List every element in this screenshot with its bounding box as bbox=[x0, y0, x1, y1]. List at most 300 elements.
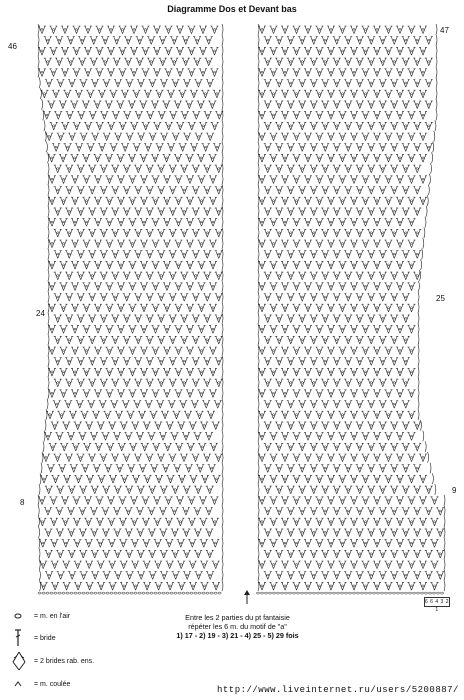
stitch-mark bbox=[298, 315, 306, 323]
stitch-mark bbox=[333, 208, 341, 216]
panel-edge bbox=[222, 45, 223, 56]
stitch-mark bbox=[45, 80, 53, 88]
chain-mark bbox=[272, 285, 274, 287]
stitch-mark bbox=[419, 154, 427, 162]
chain-mark bbox=[410, 521, 412, 523]
chain-mark bbox=[97, 285, 99, 287]
chain-mark bbox=[382, 125, 384, 127]
chain-mark bbox=[376, 93, 378, 95]
chain-mark bbox=[166, 285, 168, 287]
stitch-mark bbox=[270, 240, 278, 248]
stitch-mark bbox=[419, 454, 427, 462]
chain-mark bbox=[359, 253, 361, 255]
chain-mark bbox=[106, 414, 108, 416]
chain-mark bbox=[198, 136, 200, 138]
stitch-mark bbox=[339, 219, 347, 227]
stitch-mark bbox=[182, 58, 190, 66]
stitch-mark bbox=[77, 379, 85, 387]
panel-edge bbox=[222, 324, 223, 335]
stitch-mark bbox=[408, 540, 416, 548]
stitch-mark bbox=[201, 582, 209, 590]
panel-edge bbox=[258, 399, 259, 410]
chain-mark bbox=[341, 50, 343, 52]
stitch-mark bbox=[327, 133, 335, 141]
stitch-mark bbox=[379, 315, 387, 323]
stitch-mark bbox=[270, 368, 278, 376]
stitch-mark bbox=[310, 443, 318, 451]
chain-mark bbox=[97, 221, 99, 223]
stitch-mark bbox=[144, 475, 152, 483]
stitch-mark bbox=[281, 497, 289, 505]
chain-mark bbox=[154, 371, 156, 373]
stitch-mark bbox=[379, 58, 387, 66]
stitch-mark bbox=[180, 272, 188, 280]
chain-mark bbox=[212, 243, 214, 245]
stitch-mark bbox=[88, 251, 96, 259]
panel-edge bbox=[222, 452, 223, 463]
panel-edge bbox=[47, 399, 48, 410]
chain-mark bbox=[416, 446, 418, 448]
stitch-mark bbox=[333, 508, 341, 516]
stitch-mark bbox=[310, 572, 318, 580]
chain-mark bbox=[143, 371, 145, 373]
stitch-mark bbox=[125, 529, 133, 537]
chain-mark bbox=[307, 499, 309, 501]
chain-mark bbox=[330, 71, 332, 73]
chain-mark bbox=[399, 328, 401, 330]
stitch-mark bbox=[94, 197, 102, 205]
chain-mark bbox=[68, 168, 70, 170]
chain-mark bbox=[154, 285, 156, 287]
panel-edge bbox=[222, 420, 223, 431]
chain-mark bbox=[99, 521, 101, 523]
stitch-mark bbox=[350, 433, 358, 441]
stitch-mark bbox=[69, 411, 77, 419]
stitch-mark bbox=[396, 390, 404, 398]
chain-mark bbox=[318, 178, 320, 180]
foundation-chain bbox=[352, 592, 355, 594]
stitch-mark bbox=[327, 475, 335, 483]
chain-mark bbox=[212, 285, 214, 287]
stitch-mark bbox=[107, 497, 115, 505]
chain-mark bbox=[330, 521, 332, 523]
stitch-mark bbox=[350, 540, 358, 548]
chain-mark bbox=[416, 125, 418, 127]
chain-mark bbox=[422, 178, 424, 180]
stitch-mark bbox=[57, 133, 65, 141]
chain-mark bbox=[189, 392, 191, 394]
stitch-mark bbox=[156, 401, 164, 409]
chain-mark bbox=[64, 521, 66, 523]
stitch-mark bbox=[44, 508, 52, 516]
stitch-mark bbox=[123, 112, 131, 120]
stitch-mark bbox=[99, 401, 107, 409]
stitch-mark bbox=[184, 411, 192, 419]
stitch-mark bbox=[373, 475, 381, 483]
stitch-mark bbox=[385, 368, 393, 376]
chain-mark bbox=[272, 71, 274, 73]
chain-mark bbox=[376, 392, 378, 394]
stitch-mark bbox=[321, 358, 329, 366]
chain-mark bbox=[152, 574, 154, 576]
chain-mark bbox=[439, 553, 441, 555]
stitch-mark bbox=[129, 368, 137, 376]
chain-mark bbox=[143, 178, 145, 180]
stitch-mark bbox=[169, 358, 177, 366]
stitch-mark bbox=[321, 422, 329, 430]
stitch-mark bbox=[186, 154, 194, 162]
stitch-mark bbox=[327, 518, 335, 526]
stitch-mark bbox=[200, 561, 208, 569]
stitch-mark bbox=[104, 465, 112, 473]
chain-mark bbox=[129, 136, 131, 138]
stitch-mark bbox=[213, 144, 221, 152]
chain-mark bbox=[318, 264, 320, 266]
chain-mark bbox=[143, 392, 145, 394]
chain-mark bbox=[103, 189, 105, 191]
chain-mark bbox=[313, 61, 315, 63]
stitch-mark bbox=[356, 465, 364, 473]
stitch-mark bbox=[316, 47, 324, 55]
chain-mark bbox=[347, 189, 349, 191]
stitch-mark bbox=[146, 294, 154, 302]
chain-mark bbox=[267, 275, 269, 277]
stitch-mark bbox=[413, 165, 421, 173]
stitch-mark bbox=[385, 326, 393, 334]
stitch-mark bbox=[113, 433, 121, 441]
chain-mark bbox=[179, 71, 181, 73]
stitch-mark bbox=[172, 133, 180, 141]
chain-mark bbox=[370, 317, 372, 319]
chain-mark bbox=[324, 168, 326, 170]
chain-mark bbox=[278, 39, 280, 41]
stitch-mark bbox=[79, 433, 87, 441]
chain-mark bbox=[179, 50, 181, 52]
chain-mark bbox=[110, 521, 112, 523]
stitch-mark bbox=[367, 443, 375, 451]
chain-mark bbox=[301, 382, 303, 384]
chain-mark bbox=[76, 521, 78, 523]
chain-mark bbox=[80, 296, 82, 298]
stitch-mark bbox=[130, 497, 138, 505]
chain-mark bbox=[313, 210, 315, 212]
stitch-mark bbox=[131, 422, 139, 430]
chain-mark bbox=[284, 114, 286, 116]
chain-mark bbox=[166, 264, 168, 266]
chain-mark bbox=[295, 499, 297, 501]
chain-mark bbox=[295, 221, 297, 223]
chain-mark bbox=[113, 403, 115, 405]
stitch-mark bbox=[62, 561, 70, 569]
chain-mark bbox=[353, 157, 355, 159]
chain-mark bbox=[189, 285, 191, 287]
chain-mark bbox=[94, 574, 96, 576]
chain-mark bbox=[387, 50, 389, 52]
stitch-mark bbox=[362, 240, 370, 248]
stitch-mark bbox=[186, 283, 194, 291]
stitch-mark bbox=[367, 272, 375, 280]
chain-mark bbox=[151, 531, 153, 533]
stitch-mark bbox=[54, 336, 62, 344]
chain-mark bbox=[134, 564, 136, 566]
chain-mark bbox=[261, 371, 263, 373]
chain-mark bbox=[267, 146, 269, 148]
stitch-mark bbox=[78, 508, 86, 516]
chain-mark bbox=[330, 542, 332, 544]
chain-mark bbox=[347, 103, 349, 105]
stitch-mark bbox=[321, 37, 329, 45]
stitch-mark bbox=[130, 69, 138, 77]
chain-mark bbox=[330, 414, 332, 416]
stitch-mark bbox=[333, 422, 341, 430]
stitch-mark bbox=[215, 454, 223, 462]
chain-mark bbox=[301, 574, 303, 576]
stitch-mark bbox=[367, 379, 375, 387]
stitch-mark bbox=[339, 540, 347, 548]
foundation-chain bbox=[348, 592, 351, 594]
stitch-mark bbox=[128, 154, 136, 162]
stitch-mark bbox=[73, 26, 81, 34]
chain-mark bbox=[52, 29, 54, 31]
chain-mark bbox=[154, 328, 156, 330]
chain-mark bbox=[336, 339, 338, 341]
chain-mark bbox=[141, 414, 143, 416]
chain-mark bbox=[416, 489, 418, 491]
stitch-mark bbox=[106, 443, 114, 451]
foundation-chain bbox=[356, 592, 359, 594]
stitch-mark bbox=[390, 486, 398, 494]
foundation-chain bbox=[150, 592, 153, 594]
chain-mark bbox=[195, 275, 197, 277]
chain-stitch-icon bbox=[10, 606, 28, 626]
stitch-mark bbox=[192, 315, 200, 323]
chain-mark bbox=[422, 542, 424, 544]
stitch-mark bbox=[408, 154, 416, 162]
stitch-mark bbox=[113, 508, 121, 516]
stitch-mark bbox=[293, 304, 301, 312]
stitch-mark bbox=[344, 272, 352, 280]
chain-mark bbox=[278, 82, 280, 84]
chain-mark bbox=[149, 339, 151, 341]
stitch-mark bbox=[408, 112, 416, 120]
stitch-mark bbox=[180, 336, 188, 344]
chain-mark bbox=[364, 457, 366, 459]
foundation-chain bbox=[74, 592, 77, 594]
chain-mark bbox=[410, 136, 412, 138]
stitch-mark bbox=[91, 550, 99, 558]
chain-mark bbox=[130, 467, 132, 469]
stitch-mark bbox=[408, 475, 416, 483]
stitch-mark bbox=[159, 508, 167, 516]
chain-mark bbox=[179, 125, 181, 127]
foundation-chain bbox=[308, 592, 311, 594]
stitch-mark bbox=[327, 454, 335, 462]
chain-mark bbox=[330, 328, 332, 330]
chain-mark bbox=[70, 61, 72, 63]
stitch-mark bbox=[192, 294, 200, 302]
chain-mark bbox=[336, 531, 338, 533]
stitch-mark bbox=[109, 90, 117, 98]
chain-mark bbox=[85, 307, 87, 309]
chain-mark bbox=[96, 467, 98, 469]
panel-edge bbox=[222, 217, 223, 228]
chain-mark bbox=[307, 521, 309, 523]
chain-mark bbox=[370, 253, 372, 255]
chain-mark bbox=[428, 82, 430, 84]
stitch-mark bbox=[362, 219, 370, 227]
chain-mark bbox=[405, 210, 407, 212]
stitch-mark bbox=[379, 294, 387, 302]
chain-mark bbox=[341, 307, 343, 309]
stitch-mark bbox=[333, 336, 341, 344]
chain-mark bbox=[103, 275, 105, 277]
chain-mark bbox=[162, 61, 164, 63]
foundation-chain bbox=[114, 592, 117, 594]
stitch-mark bbox=[63, 90, 71, 98]
stitch-mark bbox=[183, 550, 191, 558]
stitch-mark bbox=[209, 154, 217, 162]
stitch-mark bbox=[304, 347, 312, 355]
panel-edge bbox=[436, 78, 437, 89]
stitch-mark bbox=[385, 240, 393, 248]
stitch-mark bbox=[106, 326, 114, 334]
chain-mark bbox=[341, 499, 343, 501]
stitch-mark bbox=[175, 197, 183, 205]
stitch-mark bbox=[83, 197, 91, 205]
stitch-mark bbox=[206, 572, 214, 580]
foundation-chain bbox=[372, 592, 375, 594]
stitch-mark bbox=[52, 475, 60, 483]
panel-edge bbox=[258, 302, 259, 313]
foundation-chain bbox=[94, 592, 97, 594]
stitch-mark bbox=[408, 368, 416, 376]
chain-mark bbox=[189, 264, 191, 266]
chain-mark bbox=[58, 61, 60, 63]
chain-mark bbox=[336, 61, 338, 63]
chain-mark bbox=[150, 39, 152, 41]
stitch-mark bbox=[396, 69, 404, 77]
chain-mark bbox=[43, 478, 45, 480]
stitch-mark bbox=[402, 37, 410, 45]
stitch-mark bbox=[425, 144, 433, 152]
chain-mark bbox=[387, 178, 389, 180]
row-number-mid-left: 24 bbox=[36, 309, 45, 318]
panel-edge bbox=[258, 56, 259, 67]
stitch-mark bbox=[431, 561, 439, 569]
chain-mark bbox=[347, 168, 349, 170]
chain-mark bbox=[347, 39, 349, 41]
stitch-mark bbox=[71, 326, 79, 334]
chain-mark bbox=[82, 82, 84, 84]
chain-mark bbox=[98, 50, 100, 52]
stitch-mark bbox=[165, 26, 173, 34]
stitch-mark bbox=[198, 197, 206, 205]
double-crochet-icon bbox=[10, 628, 28, 648]
chain-mark bbox=[76, 125, 78, 127]
chain-mark bbox=[51, 243, 53, 245]
stitch-mark bbox=[413, 229, 421, 237]
chain-mark bbox=[98, 29, 100, 31]
chain-mark bbox=[353, 29, 355, 31]
stitch-mark bbox=[287, 101, 295, 109]
stitch-mark bbox=[373, 90, 381, 98]
stitch-mark bbox=[275, 508, 283, 516]
stitch-mark bbox=[55, 508, 63, 516]
stitch-mark bbox=[373, 154, 381, 162]
chain-mark bbox=[181, 585, 183, 587]
chain-mark bbox=[200, 264, 202, 266]
stitch-mark bbox=[91, 572, 99, 580]
chain-mark bbox=[318, 71, 320, 73]
chain-mark bbox=[104, 39, 106, 41]
stitch-mark bbox=[67, 508, 75, 516]
chain-mark bbox=[140, 82, 142, 84]
chain-mark bbox=[313, 296, 315, 298]
stitch-mark bbox=[169, 379, 177, 387]
stitch-mark bbox=[287, 208, 295, 216]
chain-mark bbox=[422, 200, 424, 202]
stitch-mark bbox=[203, 454, 211, 462]
chain-mark bbox=[203, 564, 205, 566]
chain-mark bbox=[160, 232, 162, 234]
chain-mark bbox=[62, 103, 64, 105]
stitch-mark bbox=[275, 401, 283, 409]
stitch-mark bbox=[339, 368, 347, 376]
foundation-chain bbox=[436, 592, 439, 594]
chain-mark bbox=[80, 317, 82, 319]
panel-edge bbox=[258, 131, 259, 142]
stitch-mark bbox=[134, 358, 142, 366]
stitch-mark bbox=[202, 401, 210, 409]
stitch-mark bbox=[178, 582, 186, 590]
panel-edge bbox=[418, 399, 419, 410]
stitch-mark bbox=[316, 433, 324, 441]
chain-mark bbox=[410, 542, 412, 544]
panel-edge bbox=[42, 452, 43, 463]
stitch-mark bbox=[385, 176, 393, 184]
panel-edge bbox=[39, 484, 40, 495]
chain-mark bbox=[307, 114, 309, 116]
chain-mark bbox=[68, 232, 70, 234]
stitch-mark bbox=[402, 508, 410, 516]
stitch-mark bbox=[408, 133, 416, 141]
panel-edge bbox=[418, 292, 419, 303]
stitch-mark bbox=[149, 133, 157, 141]
chain-mark bbox=[59, 489, 61, 491]
stitch-mark bbox=[45, 486, 53, 494]
chain-mark bbox=[422, 50, 424, 52]
panel-edge bbox=[40, 580, 41, 591]
chain-mark bbox=[165, 103, 167, 105]
chain-mark bbox=[162, 435, 164, 437]
panel-edge bbox=[39, 559, 40, 570]
chain-mark bbox=[370, 467, 372, 469]
chain-mark bbox=[150, 510, 152, 512]
panel-edge bbox=[222, 431, 223, 442]
stitch-mark bbox=[350, 112, 358, 120]
stitch-mark bbox=[367, 144, 375, 152]
stitch-mark bbox=[107, 518, 115, 526]
chain-mark bbox=[359, 232, 361, 234]
stitch-mark bbox=[402, 401, 410, 409]
chain-mark bbox=[393, 467, 395, 469]
stitch-mark bbox=[396, 261, 404, 269]
panel-edge bbox=[258, 142, 259, 153]
stitch-mark bbox=[152, 390, 160, 398]
chain-mark bbox=[73, 467, 75, 469]
chain-mark bbox=[102, 457, 104, 459]
chain-mark bbox=[341, 200, 343, 202]
